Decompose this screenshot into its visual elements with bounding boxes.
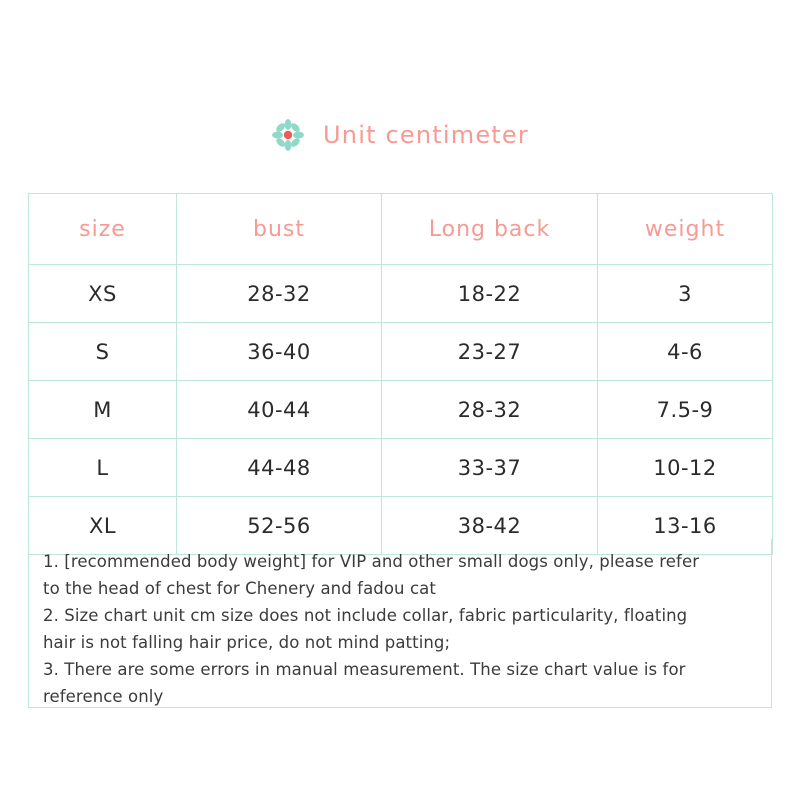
cell-weight: 10-12 (598, 439, 773, 497)
note-line: to the head of chest for Chenery and fadou cat (43, 579, 436, 598)
table-row (29, 323, 773, 381)
cell-size: XS (29, 265, 177, 323)
chart-header (0, 118, 800, 152)
note-line: reference only (43, 687, 164, 706)
column-header-weight: weight (598, 194, 773, 265)
note-line: hair is not falling hair price, do not mind patting; (43, 633, 451, 652)
column-header-bust: bust (177, 194, 382, 265)
cell-long-back: 23-27 (382, 323, 598, 381)
cell-size: L (29, 439, 177, 497)
cell-bust: 52-56 (177, 497, 382, 555)
table-row (29, 381, 773, 439)
note-line: 3. There are some errors in manual measurement. The size chart value is for (43, 660, 686, 679)
cell-bust: 36-40 (177, 323, 382, 381)
note-line: 2. Size chart unit cm size does not include collar, fabric particularity, floating (43, 606, 688, 625)
column-header-size: size (29, 194, 177, 265)
page-title: Unit centimeter (323, 121, 529, 149)
size-table (28, 193, 773, 555)
cell-bust: 28-32 (177, 265, 382, 323)
column-header-long-back: Long back (382, 194, 598, 265)
cell-long-back: 33-37 (382, 439, 598, 497)
cell-weight: 3 (598, 265, 773, 323)
cell-long-back: 18-22 (382, 265, 598, 323)
cell-bust: 44-48 (177, 439, 382, 497)
cell-long-back: 28-32 (382, 381, 598, 439)
cell-size: S (29, 323, 177, 381)
cell-weight: 13-16 (598, 497, 773, 555)
cell-size: M (29, 381, 177, 439)
cell-bust: 40-44 (177, 381, 382, 439)
cell-weight: 4-6 (598, 323, 773, 381)
table-header-row (29, 194, 773, 265)
table-row (29, 265, 773, 323)
flower-icon (271, 118, 305, 152)
note-line: 1. [recommended body weight] for VIP and other small dogs only, please refer (43, 552, 700, 571)
table-row (29, 439, 773, 497)
notes-block (28, 539, 772, 708)
cell-long-back: 38-42 (382, 497, 598, 555)
cell-weight: 7.5-9 (598, 381, 773, 439)
cell-size: XL (29, 497, 177, 555)
